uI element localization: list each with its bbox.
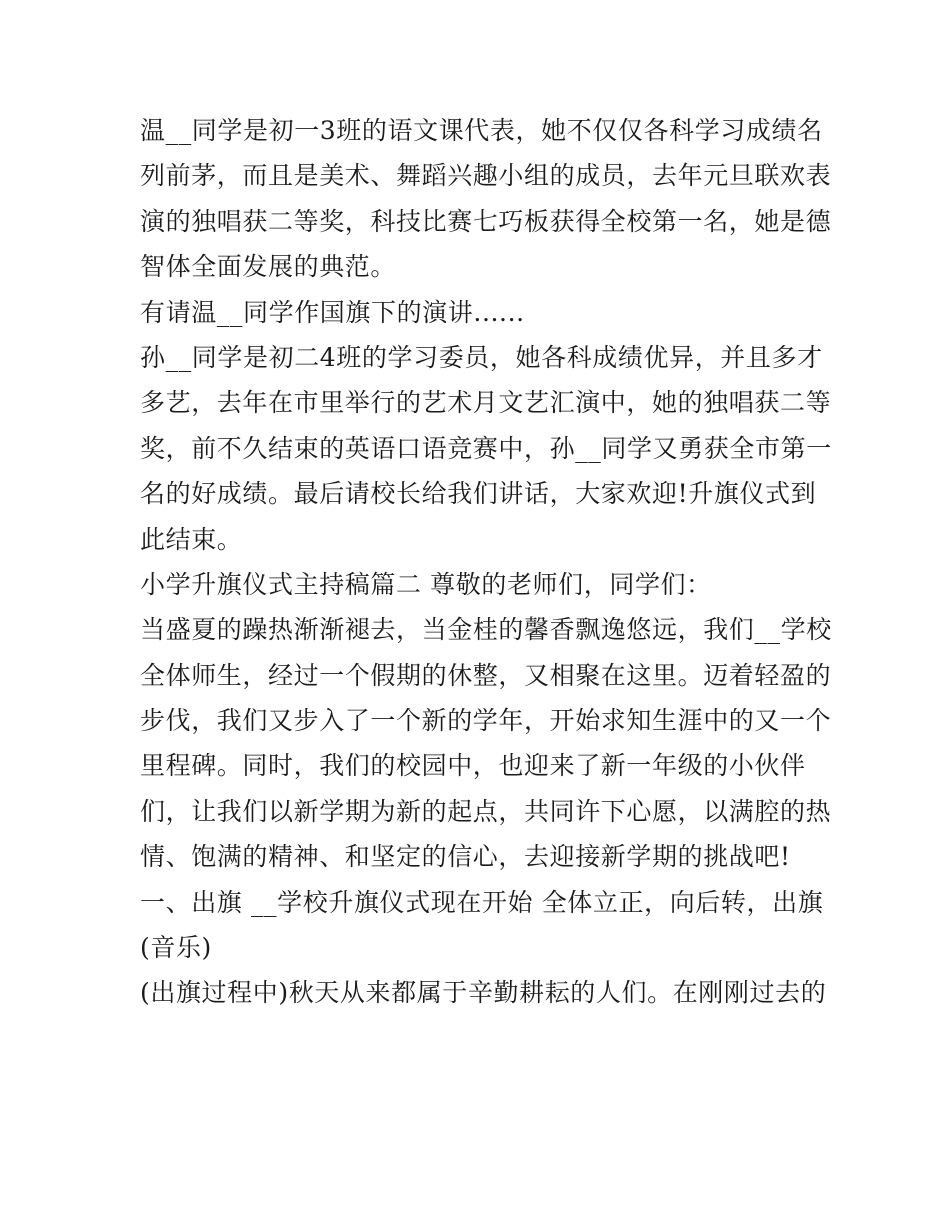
text-line: 们，让我们以新学期为新的起点，共同许下心愿，以满腔的热 [140, 796, 832, 826]
text-line: (出旗过程中)秋天从来都属于辛勤耕耘的人们。在刚刚过去的 [140, 978, 827, 1008]
text-line: 此结束。 [140, 524, 243, 554]
text-line: 孙__同学是初二4班的学习委员，她各科成绩优异，并且多才 [140, 342, 823, 372]
text-line: 列前茅，而且是美术、舞蹈兴趣小组的成员，去年元旦联欢表 [140, 161, 832, 191]
text-line: 多艺，去年在市里举行的艺术月文艺汇演中，她的独唱获二等 [140, 388, 832, 418]
text-line: (音乐) [140, 933, 212, 963]
text-line: 智体全面发展的典范。 [140, 252, 397, 282]
section-heading-line: 小学升旗仪式主持稿篇二 尊敬的老师们，同学们： [140, 569, 712, 599]
text-line: 有请温__同学作国旗下的演讲...... [140, 297, 525, 327]
text-line: 一、出旗 __学校升旗仪式现在开始 全体立正，向后转，出旗 [140, 887, 824, 917]
text-line: 步伐，我们又步入了一个新的学年，开始求知生涯中的又一个 [140, 706, 832, 736]
text-line: 当盛夏的躁热渐渐褪去，当金桂的馨香飘逸悠远，我们__学校 [140, 615, 832, 645]
text-line: 演的独唱获二等奖，科技比赛七巧板获得全校第一名，她是德 [140, 206, 832, 236]
document-body [140, 108, 832, 1016]
text-line: 里程碑。同时，我们的校园中，也迎来了新一年级的小伙伴 [140, 751, 806, 781]
text-line: 名的好成绩。最后请校长给我们讲话，大家欢迎!升旗仪式到 [140, 479, 817, 509]
text-line: 情、饱满的精神、和坚定的信心，去迎接新学期的挑战吧! [140, 842, 791, 872]
text-line: 温__同学是初一3班的语文课代表，她不仅仅各科学习成绩名 [140, 116, 823, 145]
text-line: 奖，前不久结束的英语口语竞赛中，孙__同学又勇获全市第一 [140, 433, 832, 463]
text-line: 全体师生，经过一个假期的休整，又相聚在这里。迈着轻盈的 [140, 660, 832, 690]
